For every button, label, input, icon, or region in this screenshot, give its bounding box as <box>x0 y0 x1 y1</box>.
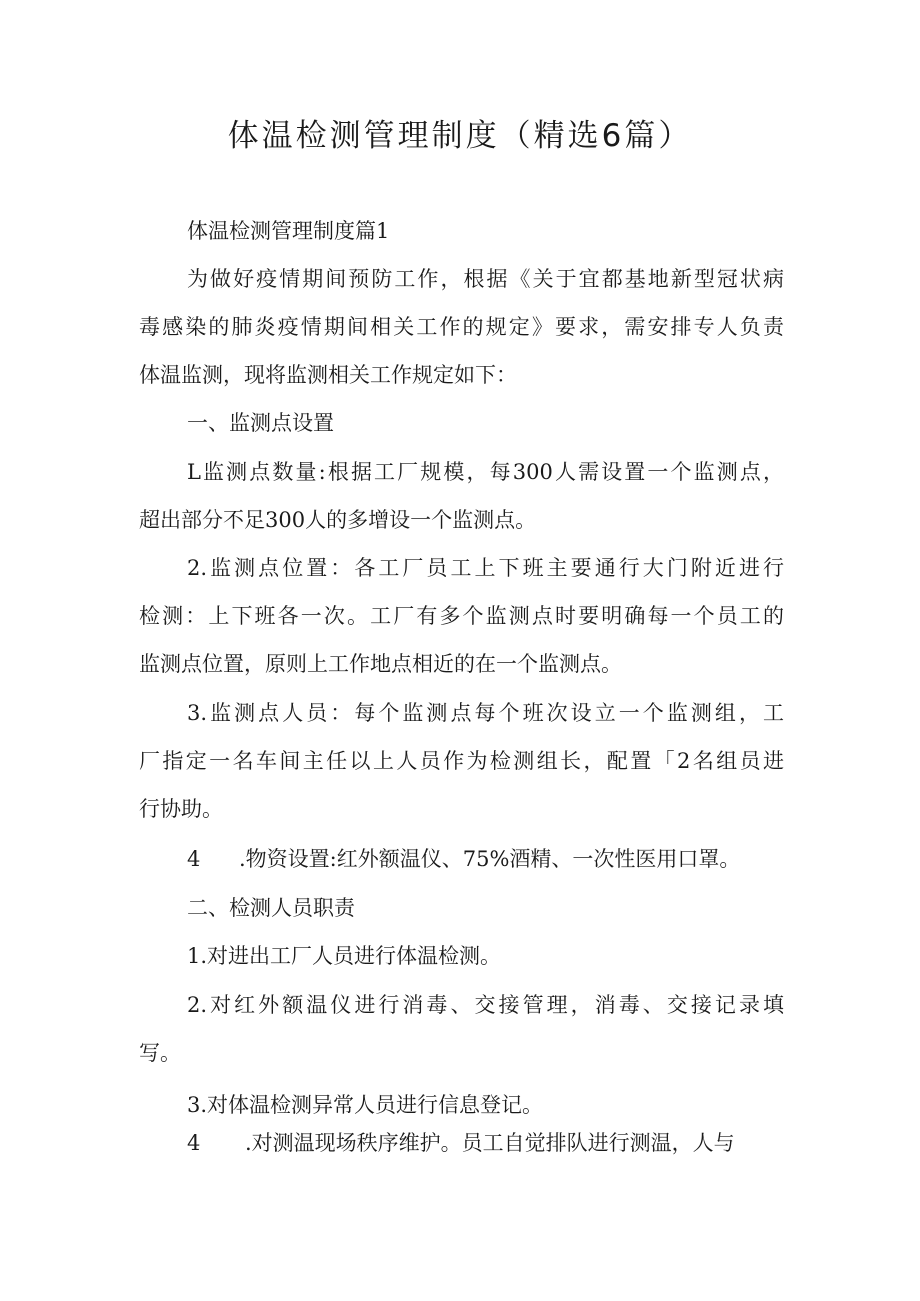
paragraph-line: 写。 <box>139 1041 181 1065</box>
paragraph-line: 检测：上下班各一次。工厂有多个监测点时要明确每一个员工的 <box>139 604 784 628</box>
list-item: 1.对进出工厂人员进行体温检测。 <box>187 944 502 968</box>
list-item <box>187 844 784 874</box>
paragraph-line: 2.对红外额温仪进行消毒、交接管理，消毒、交接记录填 <box>187 993 784 1017</box>
paragraph-line: 厂指定一名车间主任以上人员作为检测组长，配置「2名组员进 <box>139 749 784 773</box>
paragraph-line: 行协助。 <box>139 797 223 821</box>
subsection-heading: 二、检测人员职责 <box>187 896 355 920</box>
document-title: 体温检测管理制度（精选6篇） <box>227 118 693 154</box>
paragraph-line: 监测点位置，原则上工作地点相近的在一个监测点。 <box>139 652 622 676</box>
list-item: 3.对体温检测异常人员进行信息登记。 <box>187 1093 544 1117</box>
paragraph-line: 2.监测点位置：各工厂员工上下班主要通行大门附近进行 <box>187 556 784 580</box>
list-item-text: .对测温现场秩序维护。员工自觉排队进行测温，人与 <box>245 1131 735 1155</box>
list-number: 4 <box>187 847 201 871</box>
subsection-heading: 一、监测点设置 <box>187 411 334 435</box>
list-item-text: .物资设置:红外额温仪、75%酒精、一次性医用口罩。 <box>239 847 741 871</box>
paragraph-line: 毒感染的肺炎疫情期间相关工作的规定》要求，需安排专人负责 <box>139 315 784 339</box>
list-item <box>187 1128 784 1158</box>
paragraph-line: 体温监测，现将监测相关工作规定如下： <box>139 363 517 387</box>
paragraph-line: 3.监测点人员：每个监测点每个班次设立一个监测组，工 <box>187 701 784 725</box>
paragraph-line: 超出部分不足300人的多增设一个监测点。 <box>139 508 537 532</box>
section-heading-part1: 体温检测管理制度篇1 <box>187 219 390 243</box>
paragraph-line: 为做好疫情期间预防工作，根据《关于宜都基地新型冠状病 <box>187 267 784 291</box>
paragraph-line: L监测点数量:根据工厂规模，每300人需设置一个监测点， <box>187 460 784 484</box>
list-number: 4 <box>187 1131 201 1155</box>
